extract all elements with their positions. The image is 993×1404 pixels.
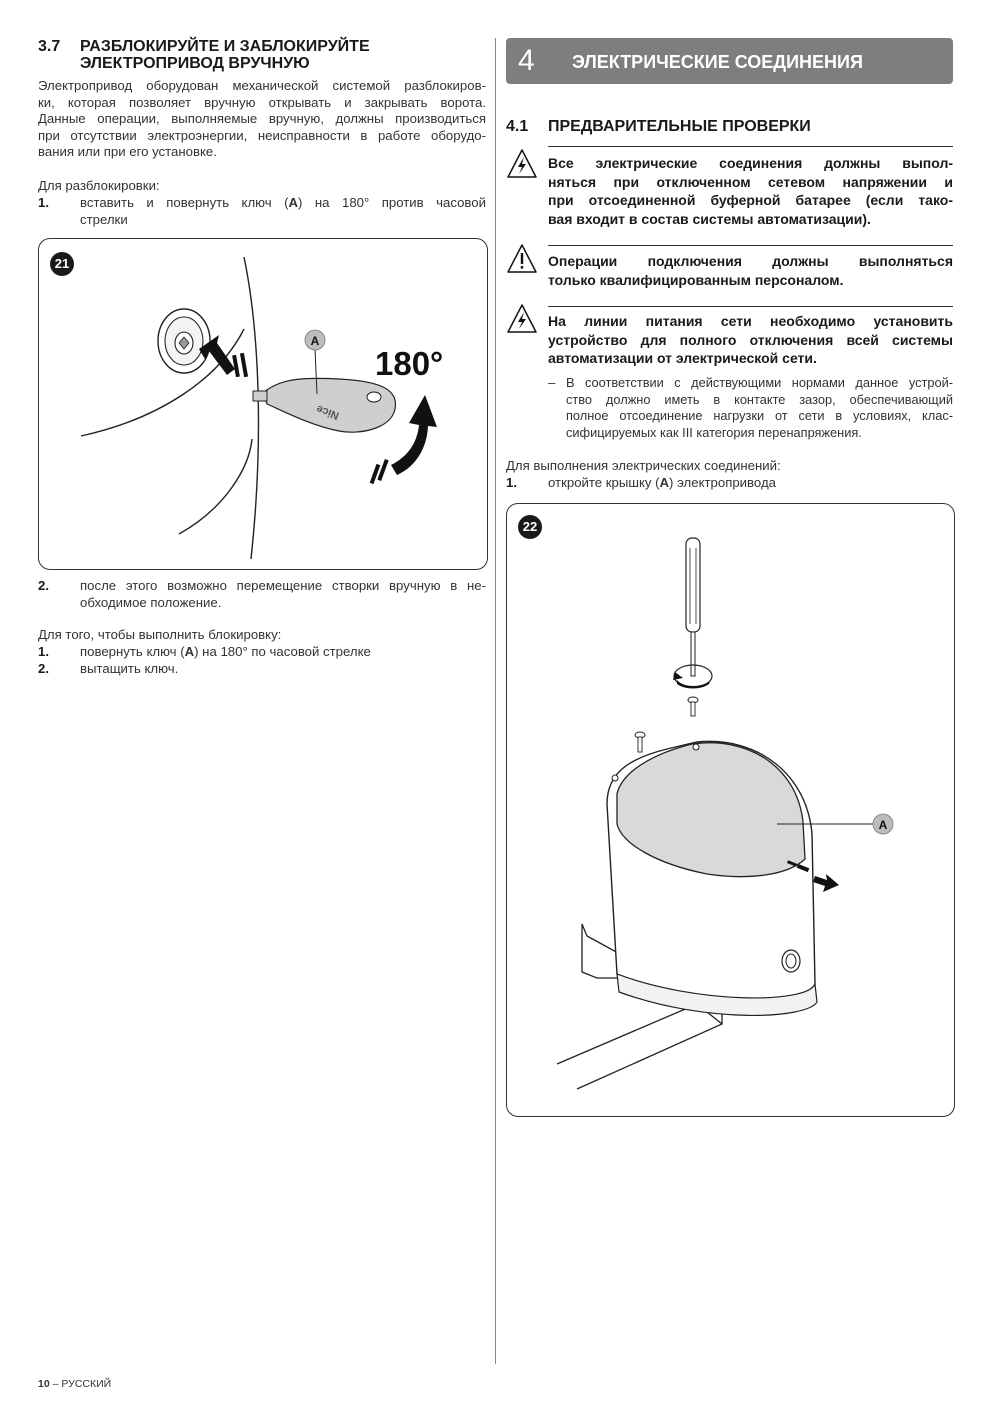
note-text — [566, 375, 953, 441]
intro-line: Данные операции, выполняемые вручную, должны производиться — [38, 111, 486, 127]
warning-line: Все электрические соединения должны выпол- — [548, 155, 953, 171]
figure-21 — [38, 238, 488, 570]
label-a: A — [878, 818, 888, 832]
warning-line: автоматизации от электрической сети. — [548, 350, 817, 366]
key-ref: A — [184, 644, 195, 659]
warning-line: На линии питания сети необходимо установить — [548, 313, 953, 329]
key-unlock-illustration — [39, 239, 487, 569]
step2-line1: после этого возможно перемещение створки вручную в не- — [80, 578, 486, 593]
section-title-line2: ЭЛЕКТРОПРИВОД ВРУЧНУЮ — [80, 55, 310, 72]
step2-number: 2. — [38, 578, 49, 593]
unlock-step-line1: вставить и повернуть ключ (A) на 180° против часовой — [80, 195, 486, 210]
warning-rule — [548, 306, 953, 307]
intro-paragraph — [38, 78, 486, 161]
warning-rule — [548, 245, 953, 246]
connect-lead: Для выполнения электрических соединений: — [506, 458, 781, 473]
warning-line: вая входит в состав системы автоматизации). — [548, 210, 871, 227]
screw-icon — [688, 697, 698, 716]
electric-hazard-icon — [506, 303, 538, 335]
section-4-1-title: ПРЕДВАРИТЕЛЬНЫЕ ПРОВЕРКИ — [548, 118, 811, 135]
column-divider — [495, 38, 496, 1364]
warning-line: при отсоединенной буферной батарее (если тако- — [548, 192, 953, 208]
warning-icon — [506, 243, 538, 275]
intro-line: вания или при его установке. — [38, 144, 217, 160]
step2-text — [80, 578, 486, 611]
page-footer: 10 – РУССКИЙ — [38, 1378, 112, 1390]
warning-line: няться при отключенном сетевом напряжении и — [548, 173, 953, 190]
note-line: полное отсоединение нагрузки от сети в условиях, клас- — [566, 408, 953, 424]
intro-line: Электропривод оборудован механической системой разблокиров- — [38, 78, 486, 93]
footer-language: РУССКИЙ — [61, 1378, 112, 1390]
unlock-lead: Для разблокировки: — [38, 178, 160, 193]
key-brand-label: Nice — [314, 402, 341, 422]
lock-step2-number: 2. — [38, 661, 49, 676]
section-number: 3.7 — [38, 38, 61, 55]
step2-line2: обходимое положение. — [80, 594, 222, 610]
page-number: 10 — [38, 1378, 50, 1390]
note-line: В соответствии с действующими нормами данное устрой- — [566, 375, 953, 390]
lock-cylinder-icon — [158, 309, 210, 373]
note-dash: – — [548, 375, 556, 390]
screw-icon — [635, 732, 645, 752]
warning-text — [548, 154, 953, 228]
intro-line: при отсутствии электроэнергии, неисправности в работе оборудо- — [38, 127, 486, 143]
chapter-title: ЭЛЕКТРИЧЕСКИЕ СОЕДИНЕНИЯ — [572, 52, 863, 72]
lock-step1-number: 1. — [38, 644, 49, 659]
note-line: ство должно иметь в контакте зазор, обеспечивающий — [566, 391, 953, 407]
unlock-step-number: 1. — [38, 195, 49, 210]
chapter-banner — [506, 38, 953, 84]
lock-lead: Для того, чтобы выполнить блокировку: — [38, 627, 282, 642]
warning-text — [548, 252, 953, 289]
warning-text — [548, 312, 953, 368]
chapter-number: 4 — [518, 44, 535, 77]
figure-number-badge: 21 — [50, 252, 74, 276]
note-line: сифицируемых как III категория перенапряжения. — [566, 424, 862, 440]
lock-step1-text: повернуть ключ (A) на 180° по часовой стрелке — [80, 644, 371, 659]
unlock-step-text — [80, 195, 486, 228]
key-icon — [253, 378, 396, 432]
lock-step2-text: вытащить ключ. — [80, 661, 179, 676]
rotation-angle-label: 180° — [375, 345, 444, 382]
unlock-step-line2: стрелки — [80, 211, 128, 227]
screwdriver-icon — [686, 538, 700, 676]
section-title-line1: РАЗБЛОКИРУЙТЕ И ЗАБЛОКИРУЙТЕ — [80, 38, 370, 55]
section-4-1-number: 4.1 — [506, 118, 529, 135]
warning-rule — [548, 146, 953, 147]
warning-line: Операции подключения должны выполняться — [548, 253, 953, 269]
motor-cover-illustration — [507, 504, 954, 1116]
warning-line: только квалифицированным персоналом. — [548, 271, 844, 288]
key-ref: A — [288, 195, 299, 210]
connect-step-text: откройте крышку (A) электропривода — [548, 475, 776, 490]
electric-hazard-icon — [506, 148, 538, 180]
warning-line: устройство для полного отключения всей системы — [548, 331, 953, 348]
label-a: A — [310, 334, 320, 348]
figure-number-badge: 22 — [518, 515, 542, 539]
connect-step-number: 1. — [506, 475, 517, 490]
key-ref: A — [659, 475, 670, 490]
figure-22 — [506, 503, 955, 1117]
intro-line: ки, которая позволяет вручную открывать и закрывать ворота. — [38, 94, 486, 110]
